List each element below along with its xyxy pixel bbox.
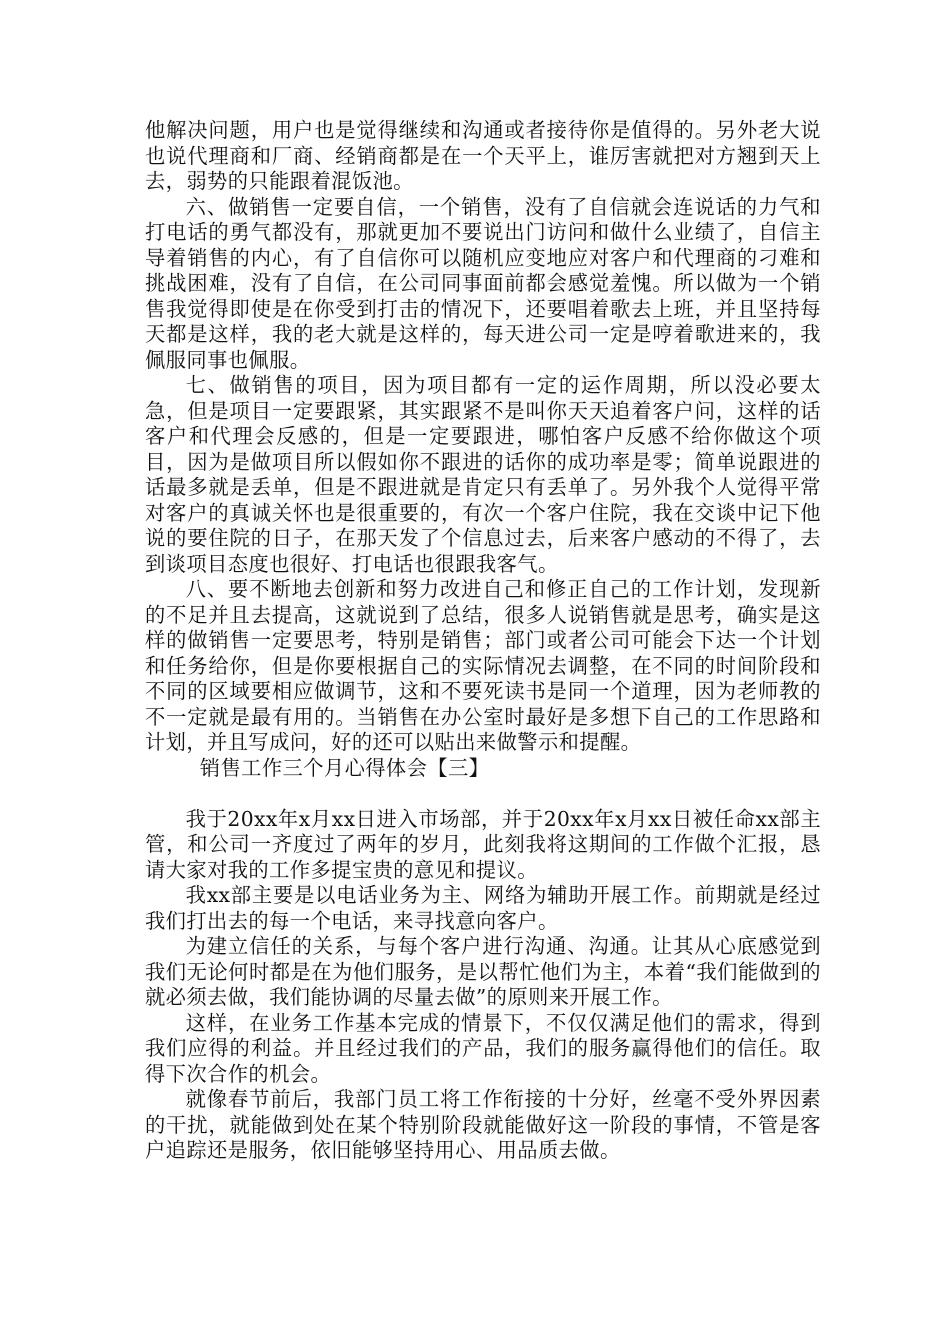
section-heading: 销售工作三个月心得体会【三】 [199,755,490,780]
paragraph-spring-festival: 就像春节前后，我部门员工将工作衔接的十分好，丝毫不受外界因素的干扰，就能做到处在某个特别阶段就能做好这一阶段的事情，不管是客户追踪还是服务，依旧能够坚持用心、用品质去做。 [145,1087,821,1162]
paragraph-department-work: 我xx部主要是以电话业务为主、网络为辅助开展工作。前期就是经过我们打出去的每一个电话，来寻找意向客户。 [145,883,821,933]
paragraph-continuation: 他解决问题，用户也是觉得继续和沟通或者接待你是值得的。另外老大说也说代理商和厂商、经销商都是在一个天平上，谁厉害就把对方翘到天上去，弱势的只能跟着混饭池。 [145,118,821,193]
paragraph-trust: 为建立信任的关系，与每个客户进行沟通、沟通。让其从心底感觉到我们无论何时都是在为他们服务，是以帮忙他们为主，本着“我们能做到的就必须去做，我们能协调的尽量去做”的原则来开展工作。 [145,934,821,1009]
paragraph-eight-improvement: 八、要不断地去创新和努力改进自己和修正自己的工作计划，发现新的不足并且去提高，这就说到了总结，很多人说销售就是思考，确实是这样的做销售一定要思考，特别是销售；部门或者公司可能会下达一个计划和任务给你，但是你要根据自己的实际情况去调整，在不同的时间阶段和不同的区域要相应做调节，这和不要死读书是同一个道理，因为老师教的不一定就是最有用的。当销售在办公室时最好是多想下自己的工作思路和计划，并且写成问，好的还可以贴出来做警示和提醒。 [145,577,821,754]
paragraph-results: 这样，在业务工作基本完成的情景下，不仅仅满足他们的需求，得到我们应得的利益。并且经过我们的产品，我们的服务赢得他们的信任。取得下次合作的机会。 [145,1010,821,1086]
paragraph-seven-follow-up: 七、做销售的项目，因为项目都有一定的运作周期，所以没必要太急，但是项目一定要跟紧，其实跟紧不是叫你天天追着客户问，这样的话客户和代理会反感的，但是一定要跟进，哪怕客户反感不给你做这个项目，因为是做项目所以假如你不跟进的话你的成功率是零；简单说跟进的话最多就是丢单，但是不跟进就是肯定只有丢单了。另外我个人觉得平常对客户的真诚关怀也是很重要的，有次一个客户住院，我在交谈中记下他说的要住院的日子，在那天发了个信息过去，后来客户感动的不得了，去到谈项目态度也很好、打电话也很跟我客气。 [145,373,821,576]
paragraph-introduction: 我于20xx年x月xx日进入市场部，并于20xx年x月xx日被任命xx部主管，和公司一齐度过了两年的岁月，此刻我将这期间的工作做个汇报，恳请大家对我的工作多提宝贵的意见和提议。 [145,806,821,882]
document-body [145,118,821,1164]
paragraph-six-confidence: 六、做销售一定要自信，一个销售，没有了自信就会连说话的力气和打电话的勇气都没有，那就更加不要说出门访问和做什么业绩了，自信主导着销售的内心，有了自信你可以随机应变地应对客户和代理商的刁难和挑战困难，没有了自信，在公司同事面前都会感觉羞愧。所以做为一个销售我觉得即使是在你受到打击的情况下，还要唱着歌去上班，并且坚持每天都是这样，我的老大就是这样的，每天进公司一定是哼着歌进来的，我佩服同事也佩服。 [145,194,821,372]
blank-line [145,781,821,807]
